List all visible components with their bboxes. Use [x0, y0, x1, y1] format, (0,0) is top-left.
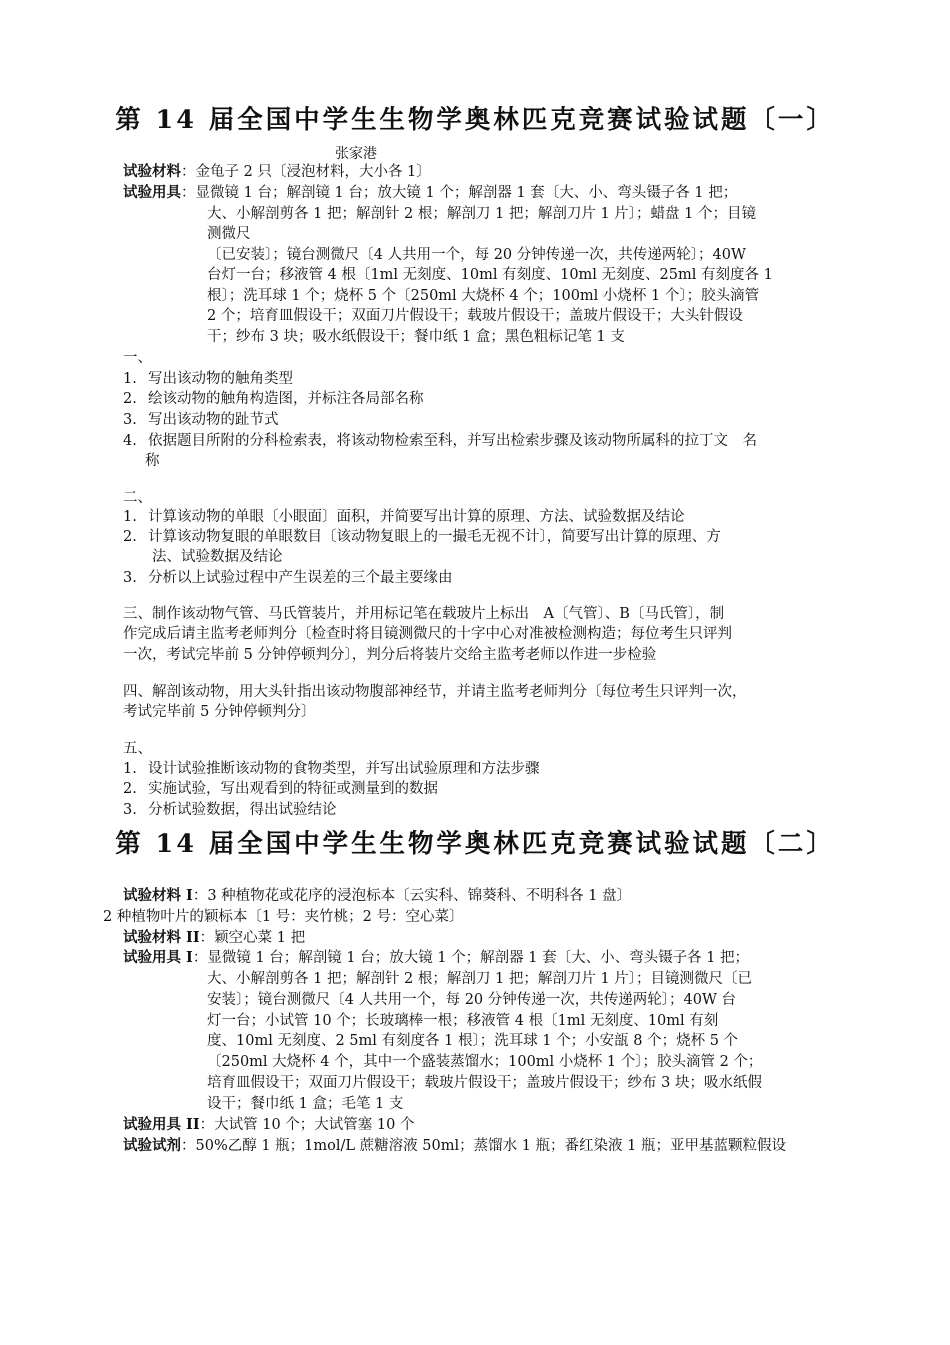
materials1-label: 试验材料 I: [123, 887, 193, 904]
section-1-heading: 一、: [123, 350, 152, 366]
tools-continuation: 大、小解剖剪各 1 把；解剖针 2 根；解剖刀 1 把；解剖刀片 1 片〕；蜡盘 1 个；目镜: [207, 206, 756, 222]
part2-title: 第 14 届全国中学生生物学奥林匹克竞赛试验试题〔二〕: [115, 829, 835, 859]
tools1-text: ：显微镜 1 台；解剖镜 1 台；放大镜 1 个；解剖器 1 套〔大、小、弯头镊子各 1 把；: [192, 950, 750, 966]
reagents-text: ：50%乙醇 1 瓶；1mol/L 蔗糖溶液 50ml；蒸馏水 1 瓶；番红染液 1 瓶；亚甲基蓝颗粒假设: [181, 1138, 786, 1154]
list-item-number: 3.: [123, 412, 137, 428]
materials-label: 试验材料: [123, 163, 181, 180]
list-item-number: 1.: [123, 761, 137, 777]
materials1-continuation: 2 种植物叶片的颖标本〔1 号：夹竹桃；2 号：空心菜〕: [103, 909, 464, 925]
list-item: 写出该动物的趾节式: [148, 412, 279, 428]
section-5-heading: 五、: [123, 741, 152, 757]
list-item: 实施试验，写出观看到的特征或测量到的数据: [148, 781, 438, 797]
list-item-number: 2.: [123, 529, 137, 545]
list-item: 计算该动物的单眼〔小眼面〕面积，并简要写出计算的原理、方法、试验数据及结论: [148, 509, 685, 525]
reagents-line: [123, 1136, 786, 1157]
list-item: 计算该动物复眼的单眼数目〔该动物复眼上的一撮毛无视不计〕，简要写出计算的原理、方: [148, 529, 721, 545]
tools-continuation: 台灯一台；移液管 4 根〔1ml 无刻度、10ml 有刻度、10ml 无刻度、25ml 有刻度各 1: [207, 267, 773, 283]
tools-continuation: 测微尺: [207, 226, 251, 242]
materials1-line: [123, 886, 631, 907]
list-item-continuation: 称: [145, 453, 160, 469]
tools1-line: [123, 948, 749, 969]
list-item-number: 4.: [123, 433, 137, 449]
list-item-number: 2.: [123, 391, 137, 407]
reagents-label: 试验试剂: [123, 1137, 181, 1154]
tools-continuation: 2 个；培育皿假设干；双面刀片假设干；载玻片假设干；盖玻片假设干；大头针假设: [207, 308, 743, 324]
section-2-heading: 二、: [123, 490, 152, 506]
materials-line: [123, 162, 431, 183]
section-4-line: 考试完毕前 5 分钟停顿判分〕: [123, 704, 316, 720]
tools-label: 试验用具: [123, 184, 181, 201]
tools-line: [123, 183, 737, 204]
section-3-line: 一次，考试完毕前 5 分钟停顿判分〕，判分后将装片交给主监考老师以作进一步检验: [123, 647, 657, 663]
tools2-line: [123, 1115, 414, 1136]
list-item: 设计试验推断该动物的食物类型，并写出试验原理和方法步骤: [148, 761, 540, 777]
section-3-line: 作完成后请主监考老师判分〔检查时将目镜测微尺的十字中心对准被检测构造；每位考生只评判: [123, 626, 732, 642]
list-item-number: 1.: [123, 509, 137, 525]
tools1-continuation: 安装〕；镜台测微尺〔4 人共用一个，每 20 分钟传递一次，共传递两轮〕；40W 台: [207, 992, 736, 1008]
list-item: 分析试验数据，得出试验结论: [148, 802, 337, 818]
list-item-continuation: 法、试验数据及结论: [152, 549, 283, 565]
tools1-continuation: 培育皿假设干；双面刀片假设干；载玻片假设干；盖玻片假设干；纱布 3 块；吸水纸假: [207, 1075, 762, 1091]
tools1-continuation: 设干；餐巾纸 1 盒；毛笔 1 支: [207, 1096, 404, 1112]
tools-continuation: 根〕；洗耳球 1 个；烧杯 5 个〔250ml 大烧杯 4 个；100ml 小烧杯 1 个〕；胶头滴管: [207, 288, 760, 304]
tools-continuation: 〔已安装〕；镜台测微尺〔4 人共用一个，每 20 分钟传递一次，共传递两轮〕；40W: [207, 247, 746, 263]
list-item: 分析以上试验过程中产生误差的三个最主要缘由: [148, 570, 453, 586]
tools1-continuation: 灯一台；小试管 10 个；长玻璃棒一根；移液管 4 根〔1ml 无刻度、10ml 有刻: [207, 1013, 719, 1029]
list-item-number: 2.: [123, 781, 137, 797]
tools2-text: ：大试管 10 个；大试管塞 10 个: [199, 1117, 415, 1133]
tools1-continuation: 度、10ml 无刻度、2 5ml 有刻度各 1 根〕；洗耳球 1 个；小安瓿 8 个；烧杯 5 个: [207, 1033, 739, 1049]
list-item-number: 3.: [123, 802, 137, 818]
part1-title: 第 14 届全国中学生生物学奥林匹克竞赛试验试题〔一〕: [115, 105, 835, 135]
section-4-line: 四、解剖该动物，用大头针指出该动物腹部神经节，并请主监考老师判分〔每位考生只评判一次，: [123, 684, 747, 700]
tools-continuation: 干；纱布 3 块；吸水纸假设干；餐巾纸 1 盒；黑色粗标记笔 1 支: [207, 329, 625, 345]
tools2-label: 试验用具 II: [123, 1116, 200, 1133]
list-item-number: 3.: [123, 570, 137, 586]
materials2-label: 试验材料 II: [123, 929, 200, 946]
list-item: 绘该动物的触角构造图，并标注各局部名称: [148, 391, 424, 407]
list-item-number: 1.: [123, 371, 137, 387]
tools1-label: 试验用具 I: [123, 949, 193, 966]
section-3-line: 三、制作该动物气管、马氏管装片，并用标记笔在载玻片上标出 A〔气管〕、B〔马氏管〕，制: [123, 606, 725, 622]
materials2-line: [123, 928, 305, 949]
materials2-text: ：颖空心菜 1 把: [199, 930, 306, 946]
materials1-text: ：3 种植物花或花序的浸泡标本〔云实科、锦葵科、不明科各 1 盘〕: [192, 888, 632, 904]
materials-text: ：金龟子 2 只〔浸泡材料，大小各 1〕: [181, 164, 431, 180]
list-item: 写出该动物的触角类型: [148, 371, 293, 387]
list-item: 依据题目所附的分科检索表，将该动物检索至科，并写出检索步骤及该动物所属科的拉丁文 名: [148, 433, 757, 449]
tools1-continuation: 大、小解剖剪各 1 把；解剖针 2 根；解剖刀 1 把；解剖刀片 1 片〕；目镜测微尺〔已: [207, 971, 753, 987]
author: 张家港: [335, 146, 377, 162]
tools-text: ：显微镜 1 台；解剖镜 1 台；放大镜 1 个；解剖器 1 套〔大、小、弯头镊子各 1 把；: [181, 185, 738, 201]
tools1-continuation: 〔250ml 大烧杯 4 个，其中一个盛装蒸馏水；100ml 小烧杯 1 个〕；胶头滴管 2 个；: [207, 1054, 763, 1070]
